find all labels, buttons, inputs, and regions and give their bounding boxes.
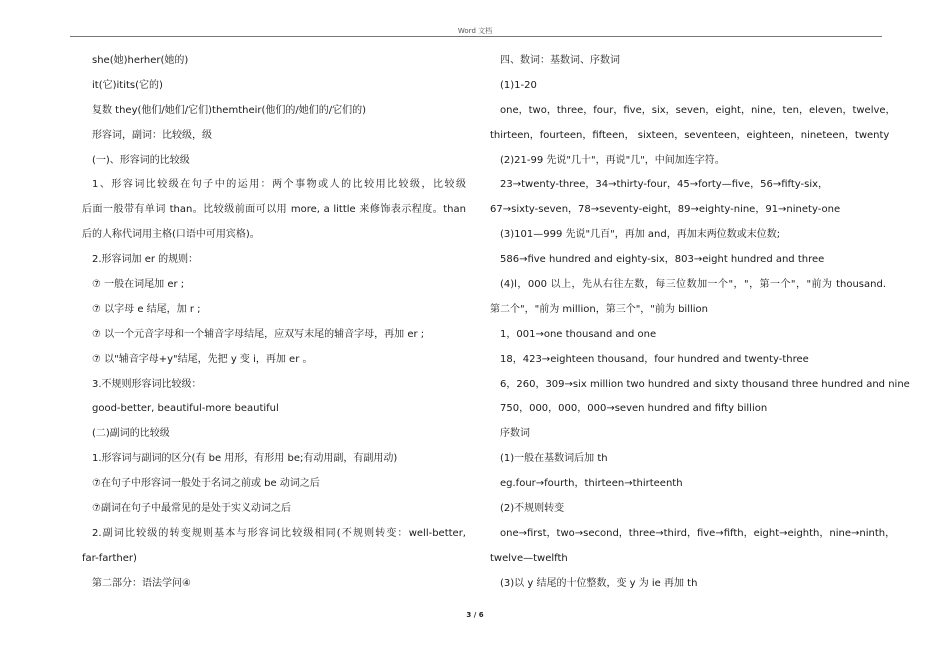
text-line: (一)、形容词的比较级 (92, 154, 190, 166)
text-line: 3.不规则形容词比较级： (92, 378, 202, 390)
text-line: (1)1-20 (500, 79, 537, 91)
text-line: (3)101—999 先说"几百"，再加 and，再加末两位数或末位数; (500, 229, 781, 241)
text-line: it(它)itits(它的) (92, 79, 163, 91)
text-line: 586→five hundred and eighty-six，803→eight hundred and three (500, 254, 825, 266)
text-line: eg.four→fourth，thirteen→thirteenth (500, 478, 683, 490)
left-text-column (82, 49, 466, 597)
text-line: (2)21-99 先说"几十"，再说"几"，中间加连字符。 (500, 154, 725, 166)
text-line: (2)不规则转变 (500, 503, 565, 515)
text-line: 750，000，000，000→seven hundred and fifty billion (500, 403, 768, 415)
text-line: she(她)herher(她的) (92, 55, 189, 66)
text-line: (4)l，000 以上，先从右往左数，每三位数加一个"，"，第一个"，"前为 thousand. (500, 279, 886, 291)
text-line: 四、数词：基数词、序数词 (500, 55, 620, 66)
text-line: 复数 they(他们/她们/它们)themtheir(他们的/她们的/它们的) (92, 104, 367, 116)
text-line: (二)副词的比较级 (92, 428, 170, 440)
text-line: ⑦ 以字母 e 结尾，加 r ; (92, 303, 201, 315)
text-line: 2.形容词加 er 的规则： (92, 254, 199, 266)
text-line: (3)以 y 结尾的十位整数，变 y 为 ie 再加 th (500, 577, 698, 589)
text-line: good-better, beautiful-more beautiful (92, 403, 279, 415)
text-line: far-farther) (82, 552, 137, 564)
text-line: 1，001→one thousand and one (500, 328, 657, 340)
text-line: 形容词，副词：比较级，级 (92, 129, 212, 141)
text-line: 序数词 (500, 428, 530, 440)
text-line: 6，260，309→six million two hundred and sixty thousand three hundred and nine (500, 378, 910, 390)
text-line: ⑦副词在句子中最常见的是处于实义动词之后 (92, 503, 291, 515)
header-divider (70, 36, 882, 37)
text-line: ⑦ 一般在词尾加 er ; (92, 279, 185, 291)
text-line: 23→twenty-three，34→thirty-four，45→forty—five，56→fifty-six， (500, 179, 829, 191)
text-line: (1)一般在基数词后加 th (500, 453, 608, 465)
text-line: one，two，three，four，five，six，seven，eight，nine，ten，eleven，twelve， (500, 104, 896, 116)
text-line: ⑦ 以一个元音字母和一个辅音字母结尾，应双写末尾的辅音字母，再加 er ; (92, 328, 425, 340)
text-line: 1.形容词与副词的区分(有 be 用形，有形用 be;有动用副，有副用动) (92, 453, 398, 465)
text-line: 2.副词比较级的转变规则基本与形容词比较级相同(不规则转变：well-better, (92, 527, 466, 539)
text-line: ⑦ 以"辅音字母+y"结尾，先把 y 变 i，再加 er 。 (92, 353, 313, 365)
right-text-column (490, 49, 910, 597)
text-line: 67→sixty-seven，78→seventy-eight，89→eighty-nine，91→ninety-one (490, 204, 841, 216)
text-line: ⑦在句子中形容词一般处于名词之前或 be 动词之后 (92, 478, 320, 490)
text-line: 第二个"，"前为 million，第三个"，"前为 billion (490, 303, 708, 315)
text-line: 18，423→eighteen thousand，four hundred and twenty-three (500, 353, 809, 365)
text-line: one→first，two→second，three→third，five→fifth，eight→eighth，nine→ninth， (500, 527, 896, 539)
text-line: 1、形容词比较级在句子中的运用：两个事物或人的比较用比较级，比较级 (92, 179, 466, 191)
text-line: 第二部分：语法学问④ (92, 577, 191, 589)
page-number: 3 / 6 (466, 611, 484, 619)
text-line: twelve—twelfth (490, 552, 568, 564)
text-line: thirteen，fourteen，fifteen， sixteen，seventeen，eighteen，nineteen，twenty (490, 129, 890, 141)
text-line: 后面一般带有单词 than。比较级前面可以用 more, a little 来修饰表示程度。than (82, 204, 466, 216)
document-header: Word 文档 (457, 27, 493, 35)
text-line: 后的人称代词用主格(口语中可用宾格)。 (82, 229, 260, 241)
